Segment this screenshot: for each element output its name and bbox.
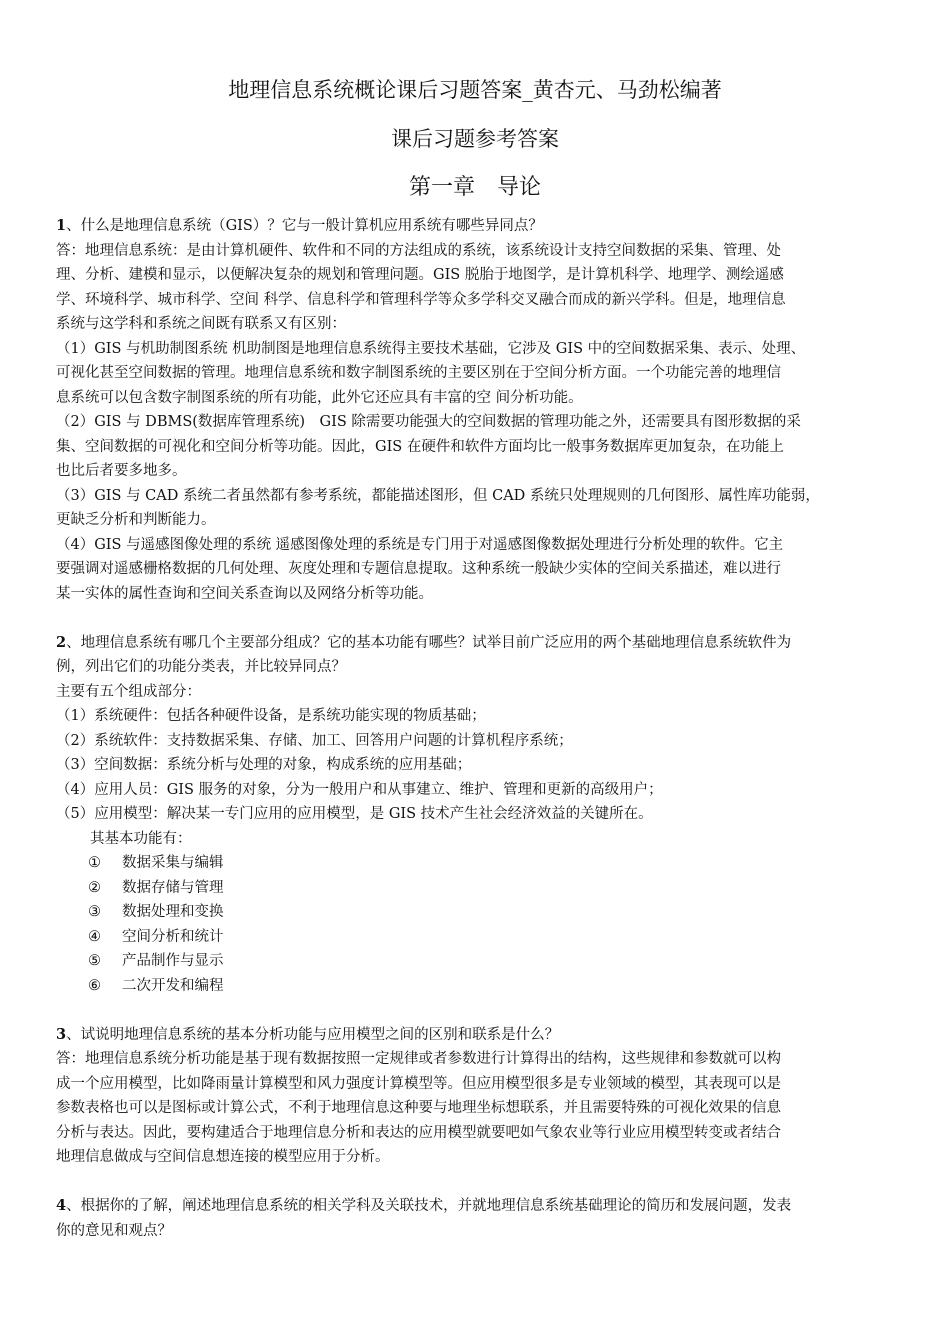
answer-line: 也比后者要多地多。 [56, 463, 187, 479]
function-item [56, 900, 896, 925]
function-text: 产品制作与显示 [122, 953, 224, 969]
answer-line: 答：地理信息系统：是由计算机硬件、软件和不同的方法组成的系统，该系统设计支持空间数据的采集、管理、处 [56, 242, 781, 259]
question-number: 4 [56, 1197, 67, 1214]
answer-line: 息系统可以包含数字制图系统的所有功能，此外它还应具有丰富的空 间分析功能。 [56, 389, 583, 406]
component-item: （5）应用模型：解决某一专门应用的应用模型，是 GIS 技术产生社会经济效益的关键所在。 [56, 806, 653, 822]
answer-line: 分析与表达。因此，要构建适合于地理信息分析和表达的应用模型就要吧如气象农业等行业应用模型转变或者结合 [56, 1124, 781, 1141]
function-text: 空间分析和统计 [122, 928, 224, 945]
answer-line: 更缺乏分析和判断能力。 [56, 512, 216, 528]
answer-line: 答：地理信息系统分析功能是基于现有数据按照一定规律或者参数进行计算得出的结构，这些规律和参数就可以构 [56, 1051, 781, 1067]
function-text: 数据处理和变换 [122, 904, 224, 920]
question-number: 3 [56, 1025, 67, 1043]
function-marker: ② [88, 879, 101, 896]
component-item: （4）应用人员：GIS 服务的对象，分为一般用户和从事建立、维护、管理和更新的高级用户； [56, 781, 663, 798]
component-item: （3）空间数据：系统分析与处理的对象，构成系统的应用基础； [56, 757, 472, 773]
question-text: 、根据你的了解，阐述地理信息系统的相关学科及关联技术，并就地理信息系统基础理论的简历和发展问题，发表 [66, 1198, 792, 1214]
chapter-heading: 第一章 导论 [408, 175, 541, 200]
answer-line: 理、分析、建模和显示，以便解决复杂的规划和管理问题。GIS 脱胎于地图学，是计算机科学、地理学、测绘遥感 [56, 267, 784, 283]
question-1 [56, 214, 896, 239]
answer-line: （1）GIS 与机助制图系统 机助制图是地理信息系统得主要技术基础，它涉及 GIS 中的空间数据采集、表示、处理、 [56, 340, 806, 357]
paragraph-gap [56, 998, 896, 1023]
question-2 [56, 631, 896, 656]
function-text: 数据存储与管理 [122, 879, 224, 896]
function-item [56, 925, 896, 950]
function-text: 二次开发和编程 [122, 977, 224, 994]
question-text-line: 你的意见和观点？ [56, 1222, 172, 1239]
document-title: 地理信息系统概论课后习题答案_黄杏元、马劲松编著 [228, 78, 722, 102]
question-number: 2 [56, 633, 67, 651]
question-number: 1 [56, 217, 67, 234]
question-3 [56, 1023, 896, 1048]
paragraph-gap [56, 606, 896, 631]
answer-line: 要强调对遥感栅格数据的几何处理、灰度处理和专题信息提取。这种系统一般缺少实体的空间关系描述，难以进行 [56, 561, 781, 577]
answer-line: （3）GIS 与 CAD 系统二者虽然都有参考系统，都能描述图形，但 CAD 系统只处理规则的几何图形、属性库功能弱， [56, 487, 820, 504]
function-marker: ① [88, 855, 101, 871]
function-item [56, 974, 896, 999]
answer-line: 地理信息做成与空间信息想连接的模型应用于分析。 [56, 1149, 390, 1165]
function-item [56, 876, 896, 901]
paragraph-gap [56, 1170, 896, 1195]
answer-line: 系统与这学科和系统之间既有联系又有区别： [56, 316, 346, 332]
answer-line: 成一个应用模型，比如降雨量计算模型和风力强度计算模型等。但应用模型很多是专业领域的模型，其表现可以是 [56, 1075, 781, 1092]
answer-line: 学、环境科学、城市科学、空间 科学、信息科学和管理科学等众多学科交叉融合而成的新兴学科。但是，地理信息 [56, 291, 786, 308]
document-subtitle: 课后习题参考答案 [391, 127, 559, 151]
answer-line: 主要有五个组成部分： [56, 683, 201, 700]
document-body [56, 214, 896, 1243]
question-text-line: 例，列出它们的功能分类表，并比较异同点？ [56, 659, 346, 675]
component-item: （1）系统硬件：包括各种硬件设备，是系统功能实现的物质基础； [56, 708, 486, 724]
function-marker: ⑥ [88, 977, 101, 994]
question-text: 、什么是地理信息系统（GIS）？它与一般计算机应用系统有哪些异同点？ [66, 218, 543, 234]
function-item [56, 851, 896, 876]
answer-line: 集、空间数据的可视化和空间分析等功能。因此，GIS 在硬件和软件方面均比一般事务数据库更加复杂，在功能上 [56, 438, 784, 455]
answer-line: 可视化甚至空间数据的管理。地理信息系统和数字制图系统的主要区别在于空间分析方面。一个功能完善的地理信 [56, 365, 781, 381]
answer-line: 某一实体的属性查询和空间关系查询以及网络分析等功能。 [56, 585, 433, 602]
function-text: 数据采集与编辑 [122, 855, 224, 871]
function-marker: ④ [88, 928, 101, 945]
function-marker: ⑤ [88, 953, 101, 969]
answer-line: （4）GIS 与遥感图像处理的系统 遥感图像处理的系统是专门用于对遥感图像数据处理进行分析处理的软件。它主 [56, 536, 784, 553]
functions-intro: 其基本功能有： [90, 830, 192, 847]
question-text: 、试说明地理信息系统的基本分析功能与应用模型之间的区别和联系是什么？ [66, 1026, 560, 1043]
function-marker: ③ [88, 904, 101, 920]
function-item [56, 949, 896, 974]
answer-line: （2）GIS 与 DBMS(数据库管理系统) GIS 除需要功能强大的空间数据的管理功能之外，还需要具有图形数据的采 [56, 414, 801, 430]
answer-line: 参数表格也可以是图标或计算公式，不利于地理信息这种要与地理坐标想联系，并且需要特殊的可视化效果的信息 [56, 1100, 781, 1116]
component-item: （2）系统软件：支持数据采集、存储、加工、回答用户问题的计算机程序系统； [56, 732, 573, 749]
question-4 [56, 1194, 896, 1219]
question-text: 、地理信息系统有哪几个主要部分组成？它的基本功能有哪些？试举目前广泛应用的两个基础地理信息系统软件为 [66, 634, 792, 651]
